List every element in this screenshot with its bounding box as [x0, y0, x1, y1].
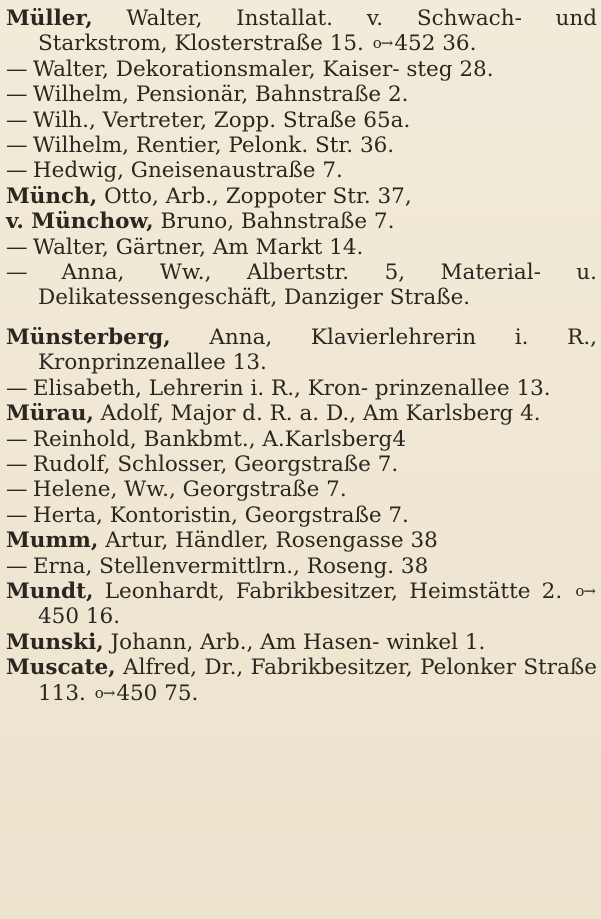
- entry-text: Reinhold, Bankbmt., A.Karlsberg4: [32, 426, 406, 452]
- telephone-icon: o→: [372, 34, 393, 53]
- entry-text: Herta, Kontoristin, Georgstraße 7.: [32, 502, 409, 528]
- entry-text: Helene, Ww., Georgstraße 7.: [32, 477, 347, 503]
- entry-text: Otto, Arb., Zoppoter Str. 37,: [104, 183, 412, 209]
- directory-entry: [6, 630, 597, 655]
- directory-entry: [6, 82, 597, 107]
- entry-text: Artur, Händler, Rosengasse 38: [105, 528, 438, 554]
- telephone-icon: o→: [575, 581, 595, 600]
- directory-entry: [6, 260, 597, 311]
- entry-text: Anna, Ww., Albertstr. 5, Material- u. Delikatessengeschäft, Danziger Straße.: [38, 260, 597, 311]
- directory-entry: [6, 376, 597, 401]
- surname: v. Münchow,: [6, 209, 154, 235]
- entry-text: Wilhelm, Pensionär, Bahnstraße 2.: [32, 82, 409, 108]
- directory-entry: [6, 452, 597, 477]
- entry-text: Elisabeth, Lehrerin i. R., Kron- prinzenallee 13.: [32, 375, 551, 401]
- entry-text: Johann, Arb., Am Hasen- winkel 1.: [110, 629, 486, 655]
- surname: Münch,: [6, 183, 98, 209]
- ditto-dash: —: [6, 451, 28, 477]
- directory-entry: [6, 6, 597, 57]
- phone-number: 450 75.: [116, 680, 199, 706]
- phone-number: 450 16.: [38, 604, 121, 630]
- ditto-dash: —: [6, 477, 28, 503]
- directory-entry: [6, 325, 597, 376]
- directory-entry: [6, 427, 597, 452]
- directory-entry: [6, 579, 597, 630]
- surname: Müller,: [6, 6, 93, 31]
- surname: Mundt,: [6, 578, 94, 604]
- directory-entry: [6, 528, 597, 553]
- ditto-dash: —: [6, 426, 28, 452]
- entry-text: Hedwig, Gneisenaustraße 7.: [32, 158, 343, 184]
- ditto-dash: —: [6, 234, 28, 260]
- surname: Muscate,: [6, 655, 116, 681]
- entry-text: Walter, Gärtner, Am Markt 14.: [32, 234, 364, 260]
- section-gap: [6, 311, 597, 325]
- entry-text: Walter, Dekorationsmaler, Kaiser- steg 28.: [32, 56, 494, 82]
- directory-entry: [6, 503, 597, 528]
- ditto-dash: —: [6, 553, 28, 579]
- directory-entry: [6, 554, 597, 579]
- entry-text: Erna, Stellenvermittlrn., Roseng. 38: [32, 553, 429, 579]
- directory-entry: [6, 158, 597, 183]
- directory-entry: [6, 477, 597, 502]
- surname: Mürau,: [6, 401, 94, 427]
- ditto-dash: —: [6, 133, 28, 159]
- directory-entry: [6, 108, 597, 133]
- ditto-dash: —: [6, 375, 28, 401]
- directory-entry: [6, 209, 597, 234]
- directory-entry: [6, 184, 597, 209]
- ditto-dash: —: [6, 502, 28, 528]
- entry-text: Alfred, Dr., Fabrikbesitzer, Pelonker Straße 113.: [38, 655, 597, 706]
- entry-text: Bruno, Bahnstraße 7.: [160, 209, 395, 235]
- directory-entry: [6, 655, 597, 706]
- entry-text: Anna, Klavierlehrerin i. R., Kronprinzenallee 13.: [38, 324, 597, 376]
- directory-entry: [6, 57, 597, 82]
- directory-entry: [6, 401, 597, 426]
- entry-text: Wilhelm, Rentier, Pelonk. Str. 36.: [32, 133, 395, 159]
- phone-number: 452 36.: [394, 31, 477, 57]
- ditto-dash: —: [6, 260, 28, 286]
- telephone-icon: o→: [94, 683, 115, 702]
- surname: Münsterberg,: [6, 324, 171, 350]
- ditto-dash: —: [6, 107, 28, 133]
- entry-text: Wilh., Vertreter, Zopp. Straße 65a.: [32, 107, 411, 133]
- entry-text: Rudolf, Schlosser, Georgstraße 7.: [32, 451, 399, 477]
- ditto-dash: —: [6, 82, 28, 108]
- surname: Mumm,: [6, 528, 99, 554]
- ditto-dash: —: [6, 56, 28, 82]
- directory-entry: [6, 235, 597, 260]
- entry-text: Adolf, Major d. R. a. D., Am Karlsberg 4.: [100, 401, 541, 427]
- directory-entry: [6, 133, 597, 158]
- entry-text: Leonhardt, Fabrikbesitzer, Heimstätte 2.: [104, 578, 563, 604]
- ditto-dash: —: [6, 158, 28, 184]
- entry-text: Walter, Installat. v. Schwach- und Starkstrom, Klosterstraße 15.: [38, 6, 597, 57]
- surname: Munski,: [6, 629, 104, 655]
